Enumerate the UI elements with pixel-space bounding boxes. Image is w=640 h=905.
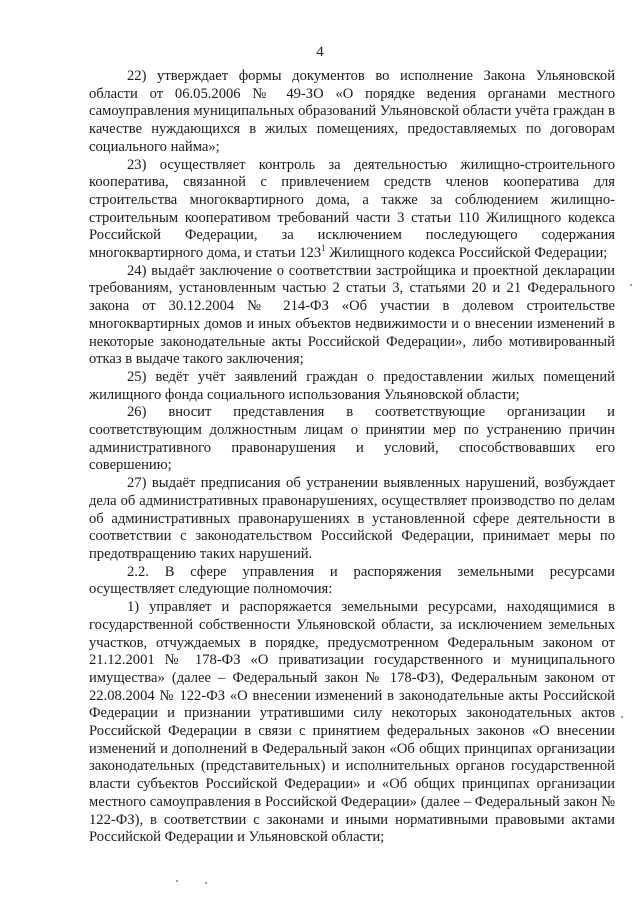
paragraph-item-26: 26) вносит представления в соответствующие организации и соответствующим должностным лицам о принятии мер по устранению причин административного правонарушения и условий, способствовавших его совершению; <box>89 404 615 474</box>
superscript-marker: 1 <box>321 243 326 254</box>
scan-speck <box>176 880 178 882</box>
scan-speck <box>630 284 632 286</box>
paragraph-item-23-tail: Жилищного кодекса Российской Федерации; <box>325 245 608 262</box>
document-body <box>89 68 615 847</box>
scan-speck <box>205 882 207 884</box>
paragraph-item-24: 24) выдаёт заключение о соответствии застройщика и проектной декларации требованиям, установленным частью 2 статьи 3, статьями 20 и 21 Федерального закона от 30.12.2004 № 214-ФЗ «Об участии в долевом строительстве многоквартирных домов и иных объектов недвижимости и о внесении изменений в некоторые законодательные акты Российской Федерации», либо мотивированный отказ в выдаче такого заключения; <box>89 262 615 368</box>
paragraph-section-2-2: 2.2. В сфере управления и распоряжения земельными ресурсами осуществляет следующие полномочия: <box>89 563 615 598</box>
page-number: 4 <box>316 44 324 60</box>
scan-speck <box>621 716 623 718</box>
paragraph-item-23-text: 23) осуществляет контроль за деятельностью жилищно-строительного кооператива, связанной с привлечением средств членов кооператива для строительства многоквартирного дома, а также за соблюдением жилищно-строительным кооперативом требований части 3 статьи 110 Жилищного кодекса Российской Федерации, за исключением последующего содержания многоквартирного дома, и статьи 123 <box>89 156 615 262</box>
paragraph-item-23 <box>89 157 615 263</box>
paragraph-section-2-2-item-1: 1) управляет и распоряжается земельными ресурсами, находящимися в государственной собственности Ульяновской области, за исключением земельных участков, отчуждаемых в порядке, предусмотренном Федеральным законом от 21.12.2001 № 178-ФЗ «О приватизации государственного и муниципального имущества» (далее – Федеральный закон № 178-ФЗ), Федеральным законом от 22.08.2004 № 122-ФЗ «О внесении изменений в законодательные акты Российской Федерации и признании утратившими силу некоторых законодательных актов Российской Федерации в связи с принятием федеральных законов «О внесении изменений и дополнений в Федеральный закон «Об общих принципах организации законодательных (представительных) и исполнительных органов государственной власти субъектов Российской Федерации» и «Об общих принципах организации местного самоуправления в Российской Федерации» (далее – Федеральный закон № 122-ФЗ), в соответствии с законами и иными нормативными правовыми актами Российской Федерации и Ульяновской области; <box>89 599 615 846</box>
paragraph-item-25: 25) ведёт учёт заявлений граждан о предоставлении жилых помещений жилищного фонда социального использования Ульяновской области; <box>89 368 615 403</box>
paragraph-item-27: 27) выдаёт предписания об устранении выявленных нарушений, возбуждает дела об административных правонарушениях, осуществляет производство по делам об административных правонарушениях в установленной сфере деятельности в соответствии с законодательством Российской Федерации, принимает меры по предотвращению таких нарушений. <box>89 475 615 562</box>
paragraph-item-22: 22) утверждает формы документов во исполнение Закона Ульяновской области от 06.05.2006 № 49-ЗО «О порядке ведения органами местного самоуправления муниципальных образований Ульяновской области учёта граждан в качестве нуждающихся в жилых помещениях, предоставляемых по договорам социального найма»; <box>89 68 615 155</box>
